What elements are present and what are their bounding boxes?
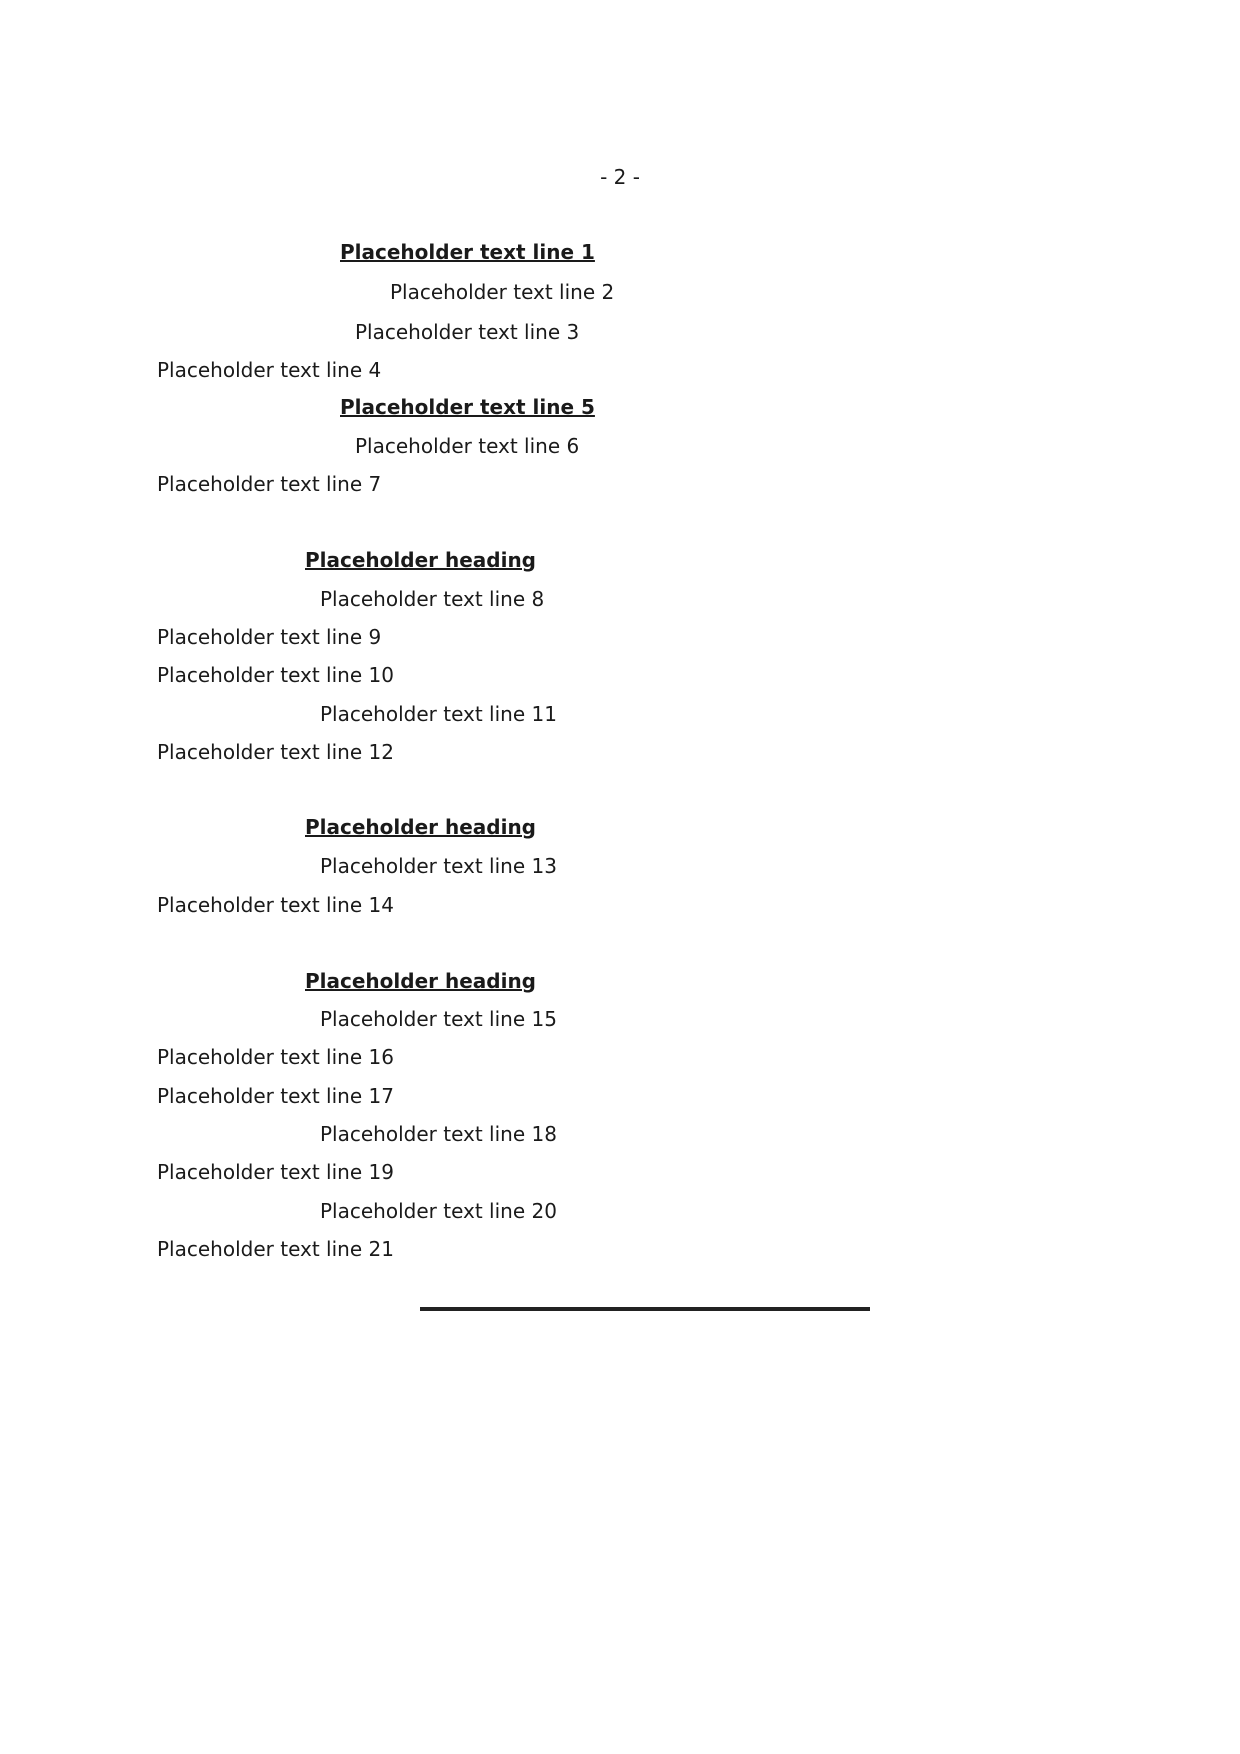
body-line: Placeholder text line 2 [390,280,615,304]
body-line: Placeholder text line 18 [320,1122,557,1146]
body-line: Placeholder text line 4 [157,358,382,382]
body-line: Placeholder text line 16 [157,1045,394,1069]
body-line: Placeholder text line 6 [355,434,580,458]
body-line: Placeholder text line 10 [157,663,394,687]
closing-rule [420,1307,870,1311]
body-line: Placeholder text line 21 [157,1237,394,1261]
section-heading: Placeholder heading [305,548,536,572]
item-heading: Placeholder text line 5 [340,395,595,419]
body-line: Placeholder text line 9 [157,625,382,649]
page-number: - 2 - [600,165,640,189]
section-heading: Placeholder heading [305,969,536,993]
section-heading: Placeholder heading [305,815,536,839]
body-line: Placeholder text line 8 [320,587,545,611]
body-line: Placeholder text line 3 [355,320,580,344]
body-line: Placeholder text line 17 [157,1084,394,1108]
body-line: Placeholder text line 15 [320,1007,557,1031]
body-line: Placeholder text line 19 [157,1160,394,1184]
body-line: Placeholder text line 13 [320,854,557,878]
body-line: Placeholder text line 12 [157,740,394,764]
body-line: Placeholder text line 7 [157,472,382,496]
body-line: Placeholder text line 11 [320,702,557,726]
body-line: Placeholder text line 20 [320,1199,557,1223]
item-heading: Placeholder text line 1 [340,240,595,264]
body-line: Placeholder text line 14 [157,893,394,917]
